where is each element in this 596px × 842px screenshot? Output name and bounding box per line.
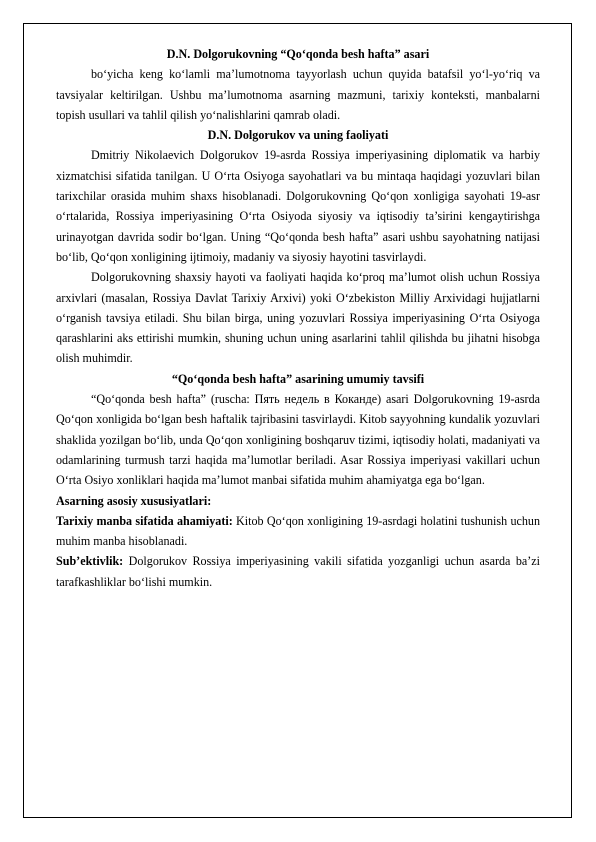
paragraph-overview: “Qo‘qonda besh hafta” (ruscha: Пять недель в Коканде) asari Dolgorukovning 19-asrda Qo‘qon xonligida bo‘lgan besh haftalik tajribasini tasvirlaydi. Kitob sayyohning kundalik yozuvlari shaklida yozilgan bo‘lib, unda Qo‘qon xonligining boshqaruv tizimi, iqtisodiy holati, madaniyati va odamlarining turmush tarzi haqida ma’lumotlar beriladi. Asar Rossiya imperiyasi vakillari uchun O‘rta Osiyo xonliklari haqida ma’lumot manbai sifatida muhim ahamiyatga ega bo‘lgan. xyxy=(56,392,540,488)
feature-text: Dolgorukov Rossiya imperiyasining vakili sifatida yozganligi uchun asarda ba’zi tarafkashliklar bo‘lishi mumkin. xyxy=(56,554,540,589)
feature-text: Kitob Qo‘qon xonligining 19-asrdagi holatini tushunish uchun muhim manba hisoblanadi. xyxy=(56,513,541,549)
document-title: D.N. Dolgorukovning “Qo‘qonda besh hafta” asari xyxy=(166,47,430,61)
features-heading: Asarning asosiy xususiyatlari: xyxy=(56,493,212,508)
paragraph-biography: Dmitriy Nikolaevich Dolgorukov 19-asrda Rossiya imperiyasining diplomatik va harbiy xizmatchisi sifatida tanilgan. U O‘rta Osiyoga sayohatlari va bu mintaqa haqidagi yozuvlari bilan tarixchilar orasida muhim shaxs hisoblanadi. Dolgorukovning Qo‘qon xonligiga sayohati 19-asr o‘rtalarida, Rossiya imperiyasining O‘rta Osiyoda siyosiy va iqtisodiy ta’sirini kengaytirishga urinayotgan davrida sodir bo‘lgan. Uning “Qo‘qonda besh hafta” asari ushbu sayohatning natijasi bo‘lib, Qo‘qon xonligining ijtimoiy, madaniy va siyosiy hayotini tasvirlaydi. xyxy=(56,148,540,264)
intro-paragraph: bo‘yicha keng ko‘lamli ma’lumotnoma tayyorlash uchun quyida batafsil yo‘l-yo‘riq va tavsiyalar keltirilgan. Ushbu ma’lumotnoma asarning mazmuni, tarixiy konteksti, manbalarni topish usullari va tahlil qilish yo‘nalishlarini qamrab oladi. xyxy=(56,67,540,122)
document-body xyxy=(56,44,540,592)
section-heading-dolgorukov: D.N. Dolgorukov va uning faoliyati xyxy=(207,128,389,143)
feature-label: Tarixiy manba sifatida ahamiyati: xyxy=(56,513,233,528)
feature-item xyxy=(56,551,540,592)
feature-item xyxy=(56,511,540,552)
section-heading-overview: “Qo‘qonda besh hafta” asarining umumiy tavsifi xyxy=(171,371,425,386)
paragraph-archives: Dolgorukovning shaxsiy hayoti va faoliyati haqida ko‘proq ma’lumot olish uchun Rossiya arxivlari (masalan, Rossiya Davlat Tarixiy Arxivi) yoki O‘zbekiston Milliy Arxividagi hujjatlarni o‘rganish tavsiya etiladi. Shu bilan birga, uning yozuvlari Rossiya imperiyasining O‘rta Osiyoga qarashlarini aks ettirishi mumkin, shuning uchun uning asarlarini tahlil qilishda bu jihatni hisobga olish muhimdir. xyxy=(56,270,540,366)
feature-label: Sub’ektivlik: xyxy=(56,554,124,569)
